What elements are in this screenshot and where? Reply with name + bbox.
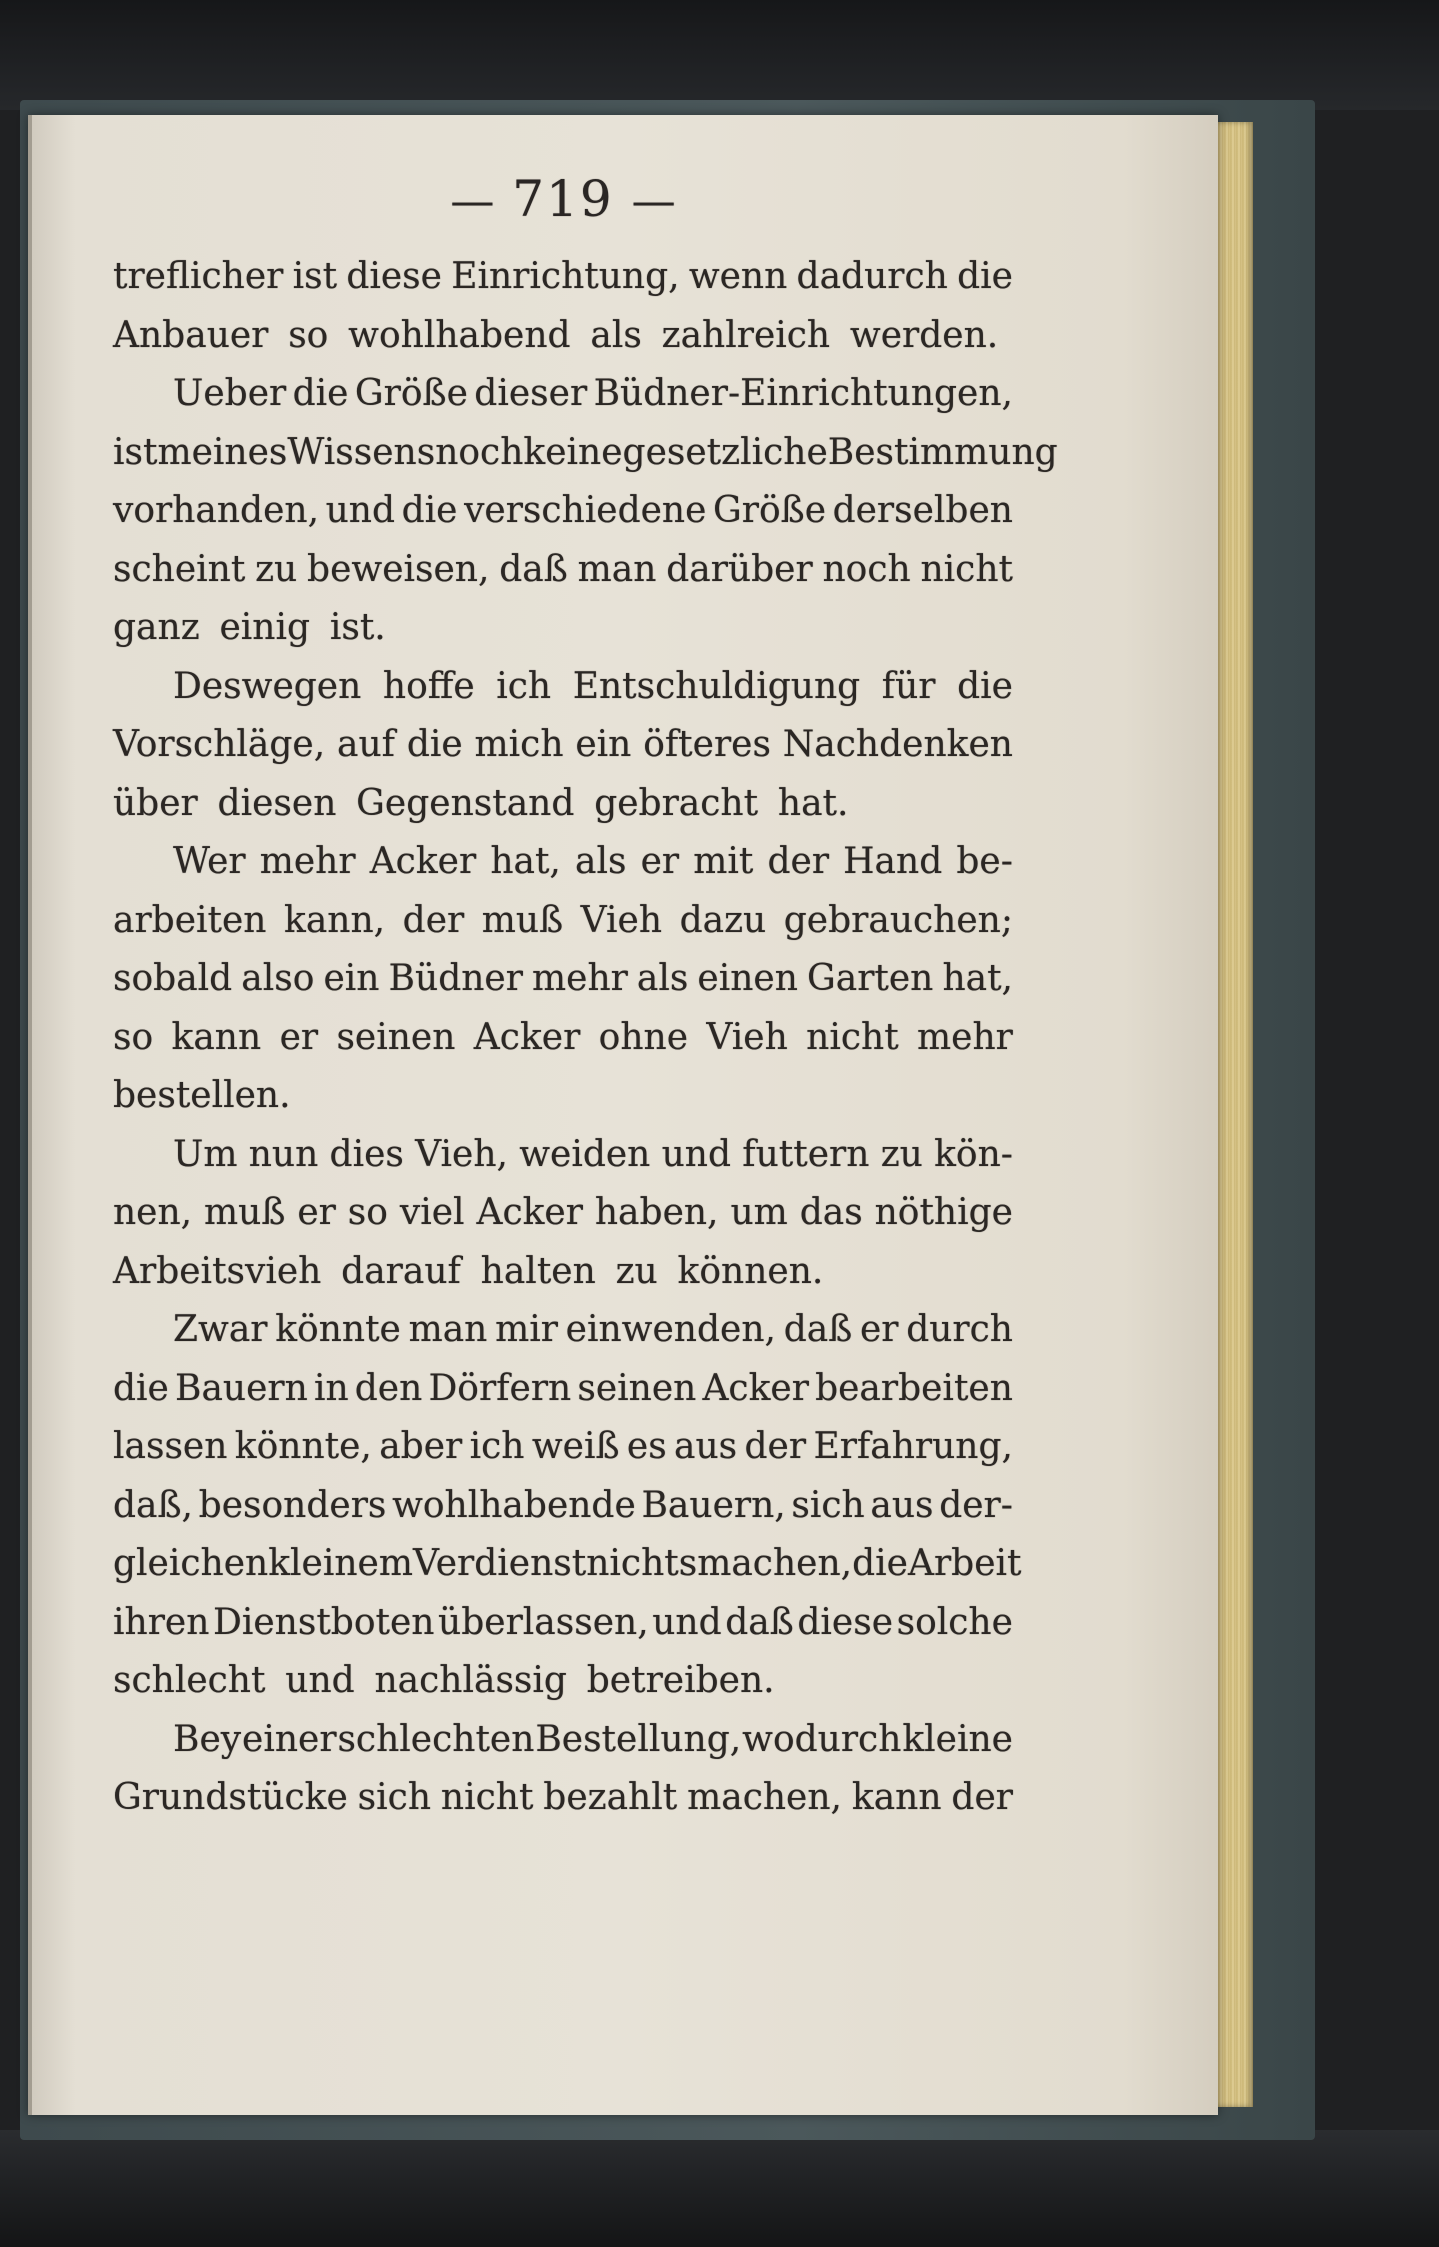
text-word: zu bbox=[615, 1250, 658, 1292]
text-word: er bbox=[859, 1309, 899, 1350]
text-word: be- bbox=[956, 841, 1013, 882]
page-number: 719 bbox=[512, 170, 614, 228]
text-word: Ueber bbox=[173, 373, 287, 414]
text-word: ich bbox=[496, 665, 552, 707]
text-word: Büdner bbox=[388, 958, 523, 999]
text-word: für bbox=[881, 665, 936, 707]
text-word: diese bbox=[346, 256, 442, 297]
text-word: und bbox=[325, 490, 396, 531]
text-word: wohlhabende bbox=[392, 1484, 636, 1526]
text-word: machen, bbox=[687, 1777, 842, 1818]
text-word: nichts bbox=[586, 1543, 698, 1584]
text-word: nachlässig bbox=[374, 1660, 567, 1701]
text-word: mir bbox=[495, 1309, 558, 1350]
text-word: den bbox=[354, 1367, 423, 1409]
text-line bbox=[113, 775, 1013, 834]
text-word: daß, bbox=[113, 1484, 193, 1526]
body-text bbox=[113, 248, 1058, 1828]
text-word: dadurch bbox=[796, 256, 948, 297]
text-word: bezahlt bbox=[543, 1777, 678, 1818]
text-word: mich bbox=[474, 724, 564, 765]
text-word: solche bbox=[896, 1601, 1013, 1643]
text-word: sich bbox=[791, 1484, 865, 1526]
text-word: muß bbox=[204, 1192, 286, 1233]
text-word: dazu bbox=[679, 899, 767, 941]
text-word: und bbox=[285, 1660, 355, 1701]
text-word: so bbox=[288, 314, 329, 356]
text-word: hat. bbox=[777, 782, 849, 824]
text-word: Größe bbox=[354, 373, 468, 414]
page-gutter bbox=[28, 115, 32, 2115]
text-word: und bbox=[661, 1133, 732, 1175]
text-word: Acker bbox=[473, 1016, 581, 1058]
text-word: hat, bbox=[942, 958, 1013, 999]
text-word: Arbeit bbox=[907, 1543, 1022, 1584]
text-word: die bbox=[406, 724, 463, 765]
text-word: muß bbox=[481, 899, 564, 941]
text-word: Deswegen bbox=[173, 665, 362, 707]
text-word: mehr bbox=[917, 1016, 1013, 1058]
text-word: Bestellung, bbox=[535, 1718, 742, 1760]
text-word: Bestimmung bbox=[827, 431, 1058, 473]
text-word: machen, bbox=[697, 1543, 853, 1584]
text-word: Hand bbox=[843, 841, 943, 882]
text-word: Vieh bbox=[580, 899, 663, 941]
text-word: also bbox=[241, 958, 315, 999]
text-word: aus bbox=[870, 1484, 934, 1526]
text-word: man bbox=[408, 1309, 488, 1350]
text-line bbox=[113, 1067, 1013, 1126]
text-word: Entschuldigung bbox=[572, 665, 861, 707]
text-word: es bbox=[626, 1426, 667, 1467]
text-word: gebracht bbox=[594, 782, 759, 824]
text-word: dies bbox=[329, 1133, 404, 1175]
text-word: daß bbox=[725, 1601, 794, 1643]
text-word: durch bbox=[906, 1309, 1013, 1350]
text-word: auf bbox=[337, 724, 395, 765]
text-line bbox=[113, 658, 1013, 717]
text-word: als bbox=[575, 841, 627, 882]
text-word: Vieh, bbox=[415, 1133, 508, 1175]
text-word: als bbox=[590, 314, 642, 356]
text-word: Größe bbox=[713, 490, 826, 531]
text-word: Wissens bbox=[287, 431, 436, 473]
text-word: schlechten bbox=[337, 1718, 535, 1760]
background-bottom bbox=[0, 2130, 1439, 2247]
text-word: kleinem bbox=[268, 1543, 413, 1584]
text-line bbox=[113, 1652, 1013, 1711]
text-word: ist. bbox=[329, 607, 386, 648]
text-word: Um bbox=[173, 1133, 238, 1175]
text-word: der bbox=[767, 841, 830, 882]
text-line bbox=[113, 599, 1013, 658]
text-word: mehr bbox=[259, 841, 356, 882]
text-word: seinen bbox=[577, 1367, 697, 1409]
text-word: man bbox=[577, 548, 657, 590]
text-line bbox=[113, 248, 1013, 307]
text-word: Vieh bbox=[706, 1016, 788, 1058]
text-word: kann, bbox=[284, 899, 386, 941]
text-word: einig bbox=[219, 607, 311, 648]
text-word: als bbox=[636, 958, 689, 999]
text-word: scheint bbox=[113, 548, 246, 590]
text-word: weiden bbox=[519, 1133, 651, 1175]
text-word: die bbox=[852, 1543, 908, 1584]
text-word: Bauern bbox=[175, 1367, 308, 1409]
text-word: Vorschläge, bbox=[113, 724, 326, 765]
text-word: kann bbox=[171, 1016, 262, 1058]
text-word: nicht bbox=[920, 548, 1013, 590]
text-word: kleine bbox=[902, 1718, 1013, 1760]
header-dash-left: — bbox=[450, 176, 495, 227]
text-word: er bbox=[640, 841, 680, 882]
text-line bbox=[113, 1126, 1013, 1185]
text-word: mehr bbox=[532, 958, 628, 999]
text-word: über bbox=[113, 782, 198, 824]
text-word: sobald bbox=[113, 958, 233, 999]
text-word: noch bbox=[822, 548, 911, 590]
text-word: Acker bbox=[369, 841, 477, 882]
text-word: gebrauchen; bbox=[783, 899, 1013, 941]
text-word: ihren bbox=[113, 1601, 210, 1643]
text-word: könnte bbox=[275, 1309, 401, 1350]
text-word: werden. bbox=[849, 314, 999, 356]
text-line bbox=[113, 1243, 1013, 1302]
text-word: zu bbox=[255, 548, 298, 590]
text-word: meines bbox=[157, 431, 288, 473]
text-word: bearbeiten bbox=[815, 1367, 1013, 1409]
text-line bbox=[113, 482, 1013, 541]
text-word: lassen bbox=[113, 1426, 228, 1467]
text-word: gesetzliche bbox=[622, 431, 828, 473]
text-word: Grundstücke bbox=[113, 1777, 348, 1818]
text-word: er bbox=[297, 1192, 336, 1233]
text-word: Bauern, bbox=[641, 1484, 786, 1526]
text-word: so bbox=[347, 1192, 388, 1233]
text-word: ist bbox=[113, 431, 158, 473]
text-word: darauf bbox=[341, 1250, 461, 1292]
text-word: einwenden, bbox=[565, 1309, 776, 1350]
text-word: der bbox=[402, 899, 465, 941]
text-word: der bbox=[744, 1426, 807, 1467]
text-line bbox=[113, 833, 1013, 892]
text-word: die bbox=[113, 1367, 169, 1409]
text-word: einen bbox=[697, 958, 798, 999]
text-word: Gegenstand bbox=[356, 782, 575, 824]
text-word: treflicher bbox=[113, 256, 284, 297]
header-dash-right: — bbox=[631, 176, 676, 227]
text-word: einer bbox=[242, 1718, 337, 1760]
text-word: arbeiten bbox=[113, 899, 267, 941]
text-word: Nachdenken bbox=[782, 724, 1013, 765]
text-word: Acker bbox=[702, 1367, 809, 1409]
text-word: der bbox=[951, 1777, 1013, 1818]
text-word: schlecht bbox=[113, 1660, 266, 1701]
text-word: Dienstboten bbox=[212, 1601, 435, 1643]
text-word: Erfahrung, bbox=[813, 1426, 1013, 1467]
text-word: nun bbox=[248, 1133, 319, 1175]
text-word: ohne bbox=[598, 1016, 689, 1058]
text-word: derselben bbox=[832, 490, 1013, 531]
text-word: hat, bbox=[490, 841, 561, 882]
text-word: und bbox=[652, 1601, 722, 1643]
text-word: Arbeitsvieh bbox=[113, 1250, 322, 1292]
text-line bbox=[113, 950, 1013, 1009]
text-word: Einrichtung, bbox=[451, 256, 680, 297]
text-word: diese bbox=[797, 1601, 894, 1643]
text-word: ein bbox=[323, 958, 380, 999]
text-word: nen, bbox=[113, 1192, 193, 1233]
text-word: Anbauer bbox=[113, 314, 269, 356]
text-line bbox=[113, 1360, 1013, 1419]
text-line bbox=[113, 1769, 1013, 1828]
background-top bbox=[0, 0, 1439, 110]
text-word: die bbox=[957, 665, 1013, 707]
text-word: aber bbox=[379, 1426, 463, 1467]
text-word: kann bbox=[851, 1777, 942, 1818]
text-word: vorhanden, bbox=[113, 490, 320, 531]
text-word: um bbox=[730, 1192, 788, 1233]
text-word: beweisen, bbox=[307, 548, 490, 590]
text-word: bestellen. bbox=[113, 1075, 291, 1116]
text-word: Verdienst bbox=[413, 1543, 587, 1584]
text-word: das bbox=[799, 1192, 863, 1233]
text-word: Bey bbox=[173, 1718, 242, 1760]
text-line bbox=[113, 716, 1013, 775]
text-word: ganz bbox=[113, 607, 200, 648]
text-word: aus bbox=[674, 1426, 738, 1467]
text-line bbox=[113, 1009, 1013, 1068]
text-word: verschiedene bbox=[464, 490, 707, 531]
text-word: nicht bbox=[806, 1016, 899, 1058]
text-word: seinen bbox=[336, 1016, 456, 1058]
text-word: der- bbox=[939, 1484, 1013, 1526]
text-line bbox=[113, 307, 1013, 366]
text-line bbox=[113, 1477, 1013, 1536]
text-word: Garten bbox=[806, 958, 934, 999]
text-word: zu bbox=[880, 1133, 923, 1175]
text-line bbox=[113, 1184, 1013, 1243]
text-word: weiß bbox=[531, 1426, 620, 1467]
text-word: nöthige bbox=[874, 1192, 1013, 1233]
text-word: Büdner-Einrichtungen, bbox=[593, 373, 1013, 414]
text-word: in bbox=[313, 1367, 349, 1409]
text-word: betreiben. bbox=[586, 1660, 775, 1701]
text-word: er bbox=[279, 1016, 319, 1058]
text-line bbox=[113, 1301, 1013, 1360]
text-line bbox=[113, 541, 1013, 600]
text-word: wohlhabend bbox=[348, 314, 571, 356]
text-word: kön- bbox=[934, 1133, 1013, 1175]
text-line bbox=[113, 1711, 1013, 1770]
text-word: nicht bbox=[440, 1777, 534, 1818]
text-word: überlassen, bbox=[438, 1601, 649, 1643]
text-word: die bbox=[292, 373, 349, 414]
text-word: so bbox=[113, 1016, 154, 1058]
text-word: viel bbox=[399, 1192, 465, 1233]
text-word: öfteres bbox=[643, 724, 771, 765]
text-word: die bbox=[401, 490, 458, 531]
text-word: gleichen bbox=[113, 1543, 269, 1584]
text-word: Zwar bbox=[173, 1309, 268, 1350]
text-word: halten bbox=[480, 1250, 596, 1292]
text-word: futtern bbox=[742, 1133, 870, 1175]
text-word: ist bbox=[292, 256, 338, 297]
text-word: hoffe bbox=[382, 665, 475, 707]
text-line bbox=[113, 892, 1013, 951]
text-word: ein bbox=[575, 724, 632, 765]
text-word: Wer bbox=[173, 841, 246, 882]
text-word: darüber bbox=[666, 548, 813, 590]
text-line bbox=[113, 1535, 1022, 1594]
text-word: noch bbox=[435, 431, 524, 473]
text-word: können. bbox=[677, 1250, 824, 1292]
text-word: sich bbox=[357, 1777, 432, 1818]
text-word: könnte, bbox=[234, 1426, 372, 1467]
text-word: wenn bbox=[688, 256, 788, 297]
text-word: haben, bbox=[594, 1192, 719, 1233]
text-word: diesen bbox=[217, 782, 337, 824]
text-word: besonders bbox=[198, 1484, 387, 1526]
text-word: wodurch bbox=[742, 1718, 902, 1760]
text-word: Dörfern bbox=[428, 1367, 572, 1409]
text-word: daß bbox=[783, 1309, 853, 1350]
text-word: mit bbox=[693, 841, 754, 882]
text-word: dieser bbox=[474, 373, 588, 414]
text-word: keine bbox=[523, 431, 623, 473]
text-word: zahlreich bbox=[661, 314, 831, 356]
text-line bbox=[113, 1418, 1013, 1477]
text-word: ich bbox=[469, 1426, 525, 1467]
text-word: Acker bbox=[476, 1192, 583, 1233]
text-line bbox=[113, 424, 1058, 483]
text-line bbox=[113, 365, 1013, 424]
text-word: daß bbox=[499, 548, 568, 590]
page-number-header bbox=[418, 170, 708, 228]
text-line bbox=[113, 1594, 1013, 1653]
text-word: die bbox=[957, 256, 1013, 297]
